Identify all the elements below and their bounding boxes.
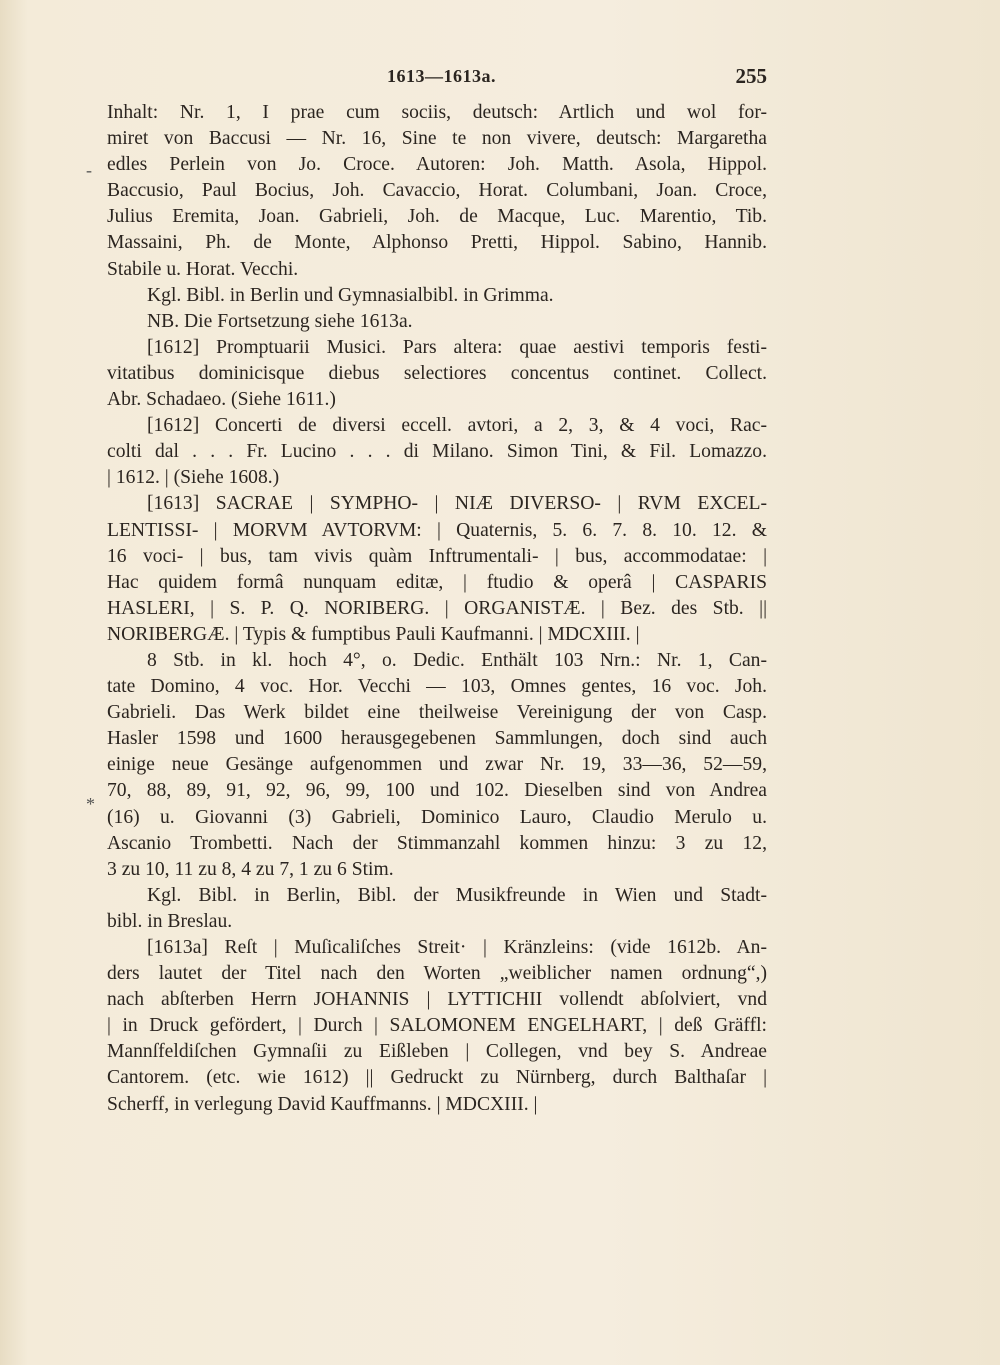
text-line: tate Domino, 4 voc. Hor. Vecchi — 103, Omnes gentes, 16 voc. Joh. [107,676,767,698]
text-line: | 1612. | (Siehe 1608.) [107,467,280,489]
entry-1613-sacrae-symphoniae: [1613] SACRAE | SYMPHO- | NIÆ DIVERSO- | RVM EXCEL- [147,493,767,515]
text-line: 16 voci- | bus, tam vivis quàm Inftrumentali- | bus, accommodatae: | [107,545,767,567]
text-line: Scherff, in verlegung David Kauffmanns. | MDCXIII. | [107,1093,538,1115]
text-line: Mannſfeldiſchen Gymnaſii zu Eißleben | Collegen, vnd bey S. Andreae [107,1041,767,1063]
text-line: LENTISSI- | MORVM AVTORVM: | Quaternis, 5. 6. 7. 8. 10. 12. & [107,519,767,541]
page-number: 255 [735,64,767,88]
text-line: Cantorem. (etc. wie 1612) || Gedruckt zu Nürnberg, durch Balthaſar | [107,1067,767,1089]
text-line: 3 zu 10, 11 zu 8, 4 zu 7, 1 zu 6 Stim. [107,858,394,880]
text-line: Hac quidem formâ nunquam editæ, | ftudio & operâ | CASPARIS [107,571,767,593]
text-line: Kgl. Bibl. in Berlin und Gymnasialbibl. in Grimma. [147,284,554,306]
margin-mark: - [86,160,92,180]
text-line: einige neue Gesänge aufgenommen und zwar Nr. 19, 33—36, 52—59, [107,754,767,776]
text-line: 70, 88, 89, 91, 92, 96, 99, 100 und 102. Dieselben sind von Andrea [107,780,767,802]
text-line: bibl. in Breslau. [107,910,233,932]
text-line: Gabrieli. Das Werk bildet eine theilweise Vereinigung der von Casp. [107,702,767,724]
entry-1612-promptuarii: [1612] Promptuarii Musici. Pars altera: quae aestivi temporis festi- [147,336,767,358]
body-text [107,100,767,1118]
text-line: vitatibus dominicisque diebus selectiores concentus continet. Collect. [107,362,767,384]
text-line: Massaini, Ph. de Monte, Alphonso Pretti, Hippol. Sabino, Hannib. [107,232,767,254]
margin-mark: * [86,794,95,814]
running-title: 1613—1613a. [387,66,496,86]
text-line: Ascanio Trombetti. Nach der Stimmanzahl kommen hinzu: 3 zu 12, [107,832,767,854]
text-line: HASLERI, | S. P. Q. NORIBERG. | ORGANISTÆ. | Bez. des Stb. || [107,597,767,619]
text-line: Inhalt: Nr. 1, I prae cum sociis, deutsch: Artlich und wol for- [107,102,767,123]
text-line: miret von Baccusi — Nr. 16, Sine te non vivere, deutsch: Margaretha [107,128,767,150]
text-line: edles Perlein von Jo. Croce. Autoren: Joh. Matth. Asola, Hippol. [107,154,767,176]
text-line: NB. Die Fortsetzung siehe 1613a. [147,310,413,332]
entry-1612-concerti: [1612] Concerti de diversi eccell. avtori, a 2, 3, & 4 voci, Rac- [147,415,767,437]
page-header [107,64,767,94]
text-line: (16) u. Giovanni (3) Gabrieli, Dominico Lauro, Claudio Merulo u. [107,806,767,828]
text-line: Julius Eremita, Joan. Gabrieli, Joh. de Macque, Luc. Marentio, Tib. [107,206,767,228]
text-line: colti dal . . . Fr. Lucino . . . di Milano. Simon Tini, & Fil. Lomazzo. [107,441,767,463]
text-line: nach abſterben Herrn JOHANNIS | LYTTICHII vollendt abſolviert, vnd [107,989,767,1011]
text-line: Baccusio, Paul Bocius, Joh. Cavaccio, Horat. Columbani, Joan. Croce, [107,180,767,202]
text-line: ders lautet der Titel nach den Worten „weiblicher namen ordnung“,) [107,963,767,985]
text-line: Kgl. Bibl. in Berlin, Bibl. der Musikfreunde in Wien und Stadt- [147,884,767,906]
text-line: Stabile u. Horat. Vecchi. [107,258,299,280]
text-line: Abr. Schadaeo. (Siehe 1611.) [107,389,336,411]
text-line: 8 Stb. in kl. hoch 4°, o. Dedic. Enthält 103 Nrn.: Nr. 1, Can- [147,649,767,671]
text-line: | in Druck gefördert, | Durch | SALOMONEM ENGELHART, | deß Gräffl: [107,1015,767,1037]
text-line: NORIBERGÆ. | Typis & fumptibus Pauli Kaufmanni. | MDCXIII. | [107,623,640,645]
text-line: Hasler 1598 und 1600 herausgegebenen Sammlungen, doch sind auch [107,728,767,750]
entry-1613a-streitkraenzlein: [1613a] Reſt | Muſicaliſches Streit· | Kränzleins: (vide 1612b. An- [147,937,767,958]
